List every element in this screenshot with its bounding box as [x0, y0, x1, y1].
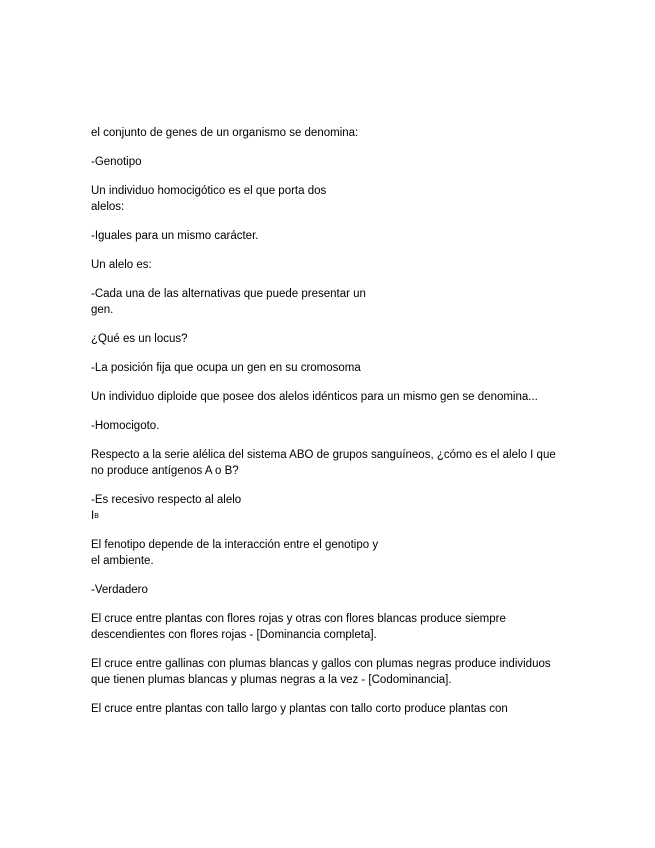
answer-recesivo-text: -Es recesivo respecto al alelo	[91, 494, 242, 506]
paragraph-locus-question: ¿Qué es un locus?	[91, 333, 188, 345]
answer-alelo: -Cada una de las alternativas que puede presentar un gen.	[91, 288, 366, 316]
paragraph-abo-question: Respecto a la serie alélica del sistema ABO de grupos sanguíneos, ¿cómo es el alelo I que no produce antígenos A o B?	[91, 449, 556, 477]
paragraph-homocigotico-question: Un individuo homocigótico es el que porta dos alelos:	[91, 185, 327, 213]
allele-symbol: I	[91, 510, 95, 522]
paragraph-alelo-question: Un alelo es:	[91, 259, 152, 271]
paragraph-diploide-question: Un individuo diploide que posee dos alelos idénticos para un mismo gen se denomina...	[91, 391, 538, 403]
paragraph-fenotipo-statement: El fenotipo depende de la interacción entre el genotipo y el ambiente.	[91, 539, 379, 567]
paragraph-dominancia-completa: El cruce entre plantas con flores rojas y otras con flores blancas produce siempre descendientes con flores rojas - [Dominancia completa].	[91, 613, 506, 641]
answer-recesivo	[91, 492, 561, 524]
answer-verdadero: -Verdadero	[91, 584, 148, 596]
answer-homocigoto: -Homocigoto.	[91, 420, 160, 432]
answer-iguales: -Iguales para un mismo carácter.	[91, 230, 259, 242]
paragraph-tallo-cruce: El cruce entre plantas con tallo largo y plantas con tallo corto produce plantas con	[91, 703, 508, 715]
paragraph-genome-question: el conjunto de genes de un organismo se denomina:	[91, 127, 359, 139]
answer-locus: -La posición fija que ocupa un gen en su cromosoma	[91, 362, 361, 374]
paragraph-codominancia: El cruce entre gallinas con plumas blancas y gallos con plumas negras produce individuos que tienen plumas blancas y plumas negras a la vez - [Codominancia].	[91, 658, 551, 686]
allele-superscript: B	[94, 513, 99, 520]
document-body	[91, 125, 561, 730]
answer-genotipo: -Genotipo	[91, 156, 142, 168]
